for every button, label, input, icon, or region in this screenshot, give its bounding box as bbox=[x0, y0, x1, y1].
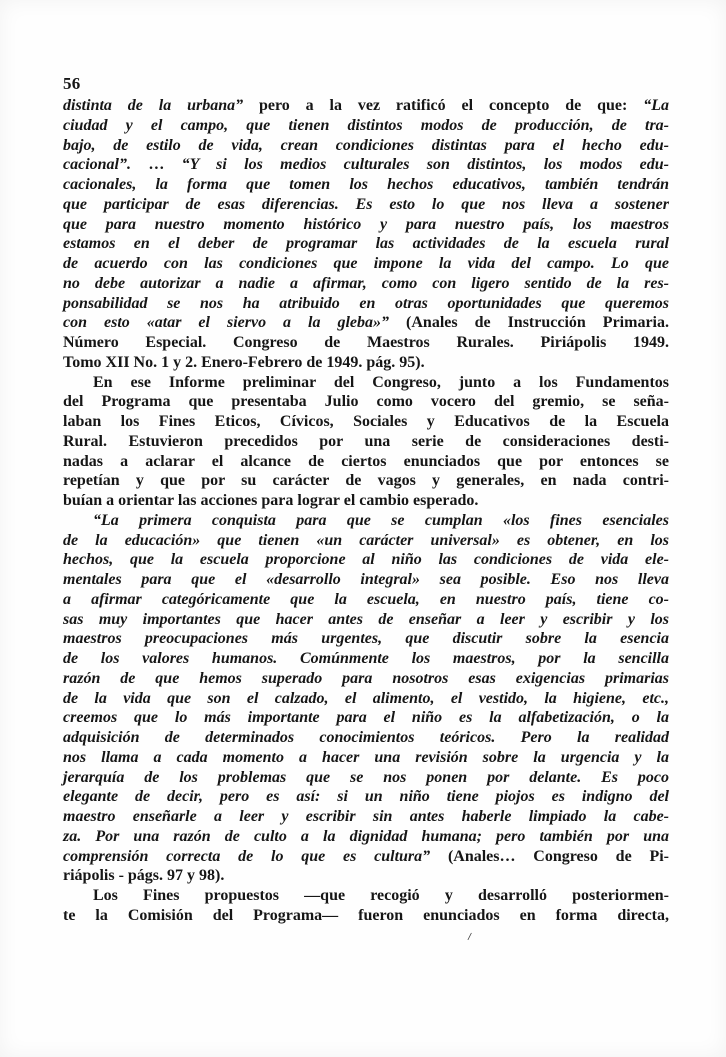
text-line bbox=[63, 906, 669, 926]
text-line bbox=[63, 392, 669, 412]
italic-text-segment: de los valores humanos. Comúnmente los maestros, por la sencilla bbox=[63, 650, 669, 667]
text-line bbox=[63, 866, 669, 886]
roman-text-segment: riápolis - págs. 97 y 98). bbox=[63, 867, 225, 885]
text-line bbox=[63, 452, 669, 472]
italic-text-segment: sas muy importantes que hacer antes de enseñar a leer y escribir y los bbox=[63, 610, 669, 628]
text-line bbox=[63, 215, 669, 235]
roman-text-segment: laban los Fines Eticos, Cívicos, Sociales y Educativos de la Escuela bbox=[63, 413, 669, 430]
text-line bbox=[63, 195, 669, 215]
italic-text-segment: “La bbox=[643, 97, 669, 114]
roman-text-segment: buían a orientar las acciones para lograr el cambio esperado. bbox=[63, 492, 479, 509]
text-line bbox=[63, 728, 669, 748]
text-line bbox=[63, 412, 669, 432]
italic-text-segment: nos llama a cada momento a hacer una revisión sobre la urgencia y la bbox=[63, 748, 669, 766]
text-line bbox=[63, 610, 669, 630]
text-line bbox=[63, 629, 669, 649]
roman-text-segment: Los Fines propuestos —que recogió y desarrolló posteriormen- bbox=[93, 887, 669, 904]
text-line bbox=[63, 274, 669, 294]
roman-text-segment: pero a la vez ratificó el concepto de que: bbox=[258, 97, 644, 114]
roman-text-segment: Rural. Estuvieron precedidos por una serie de consideraciones desti- bbox=[63, 432, 669, 450]
text-line bbox=[63, 373, 669, 393]
text-line bbox=[63, 570, 669, 590]
text-line bbox=[63, 234, 669, 254]
roman-text-segment: repetían y que por su carácter de vagos y generales, en nada contri- bbox=[63, 472, 669, 490]
italic-text-segment: za. Por una razón de culto a la dignidad humana; pero también por una bbox=[63, 827, 669, 845]
italic-text-segment: a afirmar categóricamente que la escuela, en nuestro país, tiene co- bbox=[63, 590, 669, 608]
text-line bbox=[63, 768, 669, 788]
text-line bbox=[63, 689, 669, 709]
italic-text-segment: de acuerdo con las condiciones que impone la vida del campo. Lo que bbox=[63, 255, 669, 272]
italic-text-segment: adquisición de determinados conocimientos teóricos. Pero la realidad bbox=[63, 729, 669, 746]
text-line bbox=[63, 116, 669, 136]
italic-text-segment: hechos, que la escuela proporcione al niño las condiciones de vida ele- bbox=[63, 551, 669, 569]
text-line bbox=[63, 669, 669, 689]
text-line bbox=[63, 511, 669, 531]
text-line bbox=[63, 432, 669, 452]
text-line bbox=[63, 175, 669, 195]
italic-text-segment: razón de que hemos superado para nosotros esas exigencias primarias bbox=[63, 669, 669, 687]
text-line bbox=[63, 787, 669, 807]
text-line bbox=[63, 550, 669, 570]
text-line bbox=[63, 353, 669, 373]
text-line bbox=[63, 313, 669, 333]
text-line bbox=[63, 807, 669, 827]
roman-text-segment: … bbox=[148, 156, 182, 174]
text-line bbox=[63, 886, 669, 906]
italic-text-segment: no debe autorizar a nadie a afirmar, como con ligero sentido de la res- bbox=[63, 274, 669, 292]
roman-text-segment: (Anales… Congreso de Pi- bbox=[447, 847, 670, 865]
italic-text-segment: “La primera conquista para que se cumplan «los fines esenciales bbox=[93, 511, 669, 529]
roman-text-segment: del Programa que presentaba Julio como vocero del gremio, se seña- bbox=[63, 393, 669, 411]
scan-artifact-mark: / bbox=[467, 930, 472, 944]
italic-text-segment: “Y si los medios culturales son distintos, los modos edu- bbox=[181, 156, 670, 174]
italic-text-segment: mentales para que el «desarrollo integral» sea posible. Eso nos lleva bbox=[63, 571, 669, 588]
text-line bbox=[63, 333, 669, 353]
italic-text-segment: jerarquía de los problemas que se nos ponen por delante. Es poco bbox=[63, 768, 669, 786]
italic-text-segment: maestro enseñarle a leer y escribir sin antes haberle limpiado la cabe- bbox=[63, 808, 669, 825]
text-line bbox=[63, 748, 669, 768]
roman-text-segment: Número Especial. Congreso de Maestros Rurales. Piriápolis 1949. bbox=[63, 334, 669, 351]
text-line bbox=[63, 96, 669, 116]
roman-text-segment: te la Comisión del Programa— fueron enunciados en forma directa, bbox=[63, 906, 669, 924]
italic-text-segment: maestros preocupaciones más urgentes, que discutir sobre la esencia bbox=[63, 630, 669, 648]
italic-text-segment: creemos que lo más importante para el niño es la alfabetización, o la bbox=[63, 709, 669, 727]
text-line bbox=[63, 827, 669, 847]
roman-text-segment: En ese Informe preliminar del Congreso, junto a los Fundamentos bbox=[93, 373, 669, 391]
text-line bbox=[63, 531, 669, 551]
italic-text-segment: que participar de esas diferencias. Es esto lo que nos lleva a sostener bbox=[63, 195, 669, 213]
italic-text-segment: bajo, de estilo de vida, crean condiciones distintas para el hecho edu- bbox=[63, 136, 669, 154]
text-line bbox=[63, 294, 669, 314]
italic-text-segment: comprensión correcta de lo que es cultura” bbox=[63, 847, 448, 865]
text-line bbox=[63, 649, 669, 669]
text-line bbox=[63, 254, 669, 274]
text-line bbox=[63, 708, 669, 728]
italic-text-segment: elegante de decir, pero es así: si un niño tiene piojos es indigno del bbox=[63, 788, 669, 806]
text-line bbox=[63, 155, 669, 175]
italic-text-segment: con esto «atar el siervo a la gleba»” bbox=[63, 314, 407, 332]
roman-text-segment: Tomo XII No. 1 y 2. Enero-Febrero de 1949. pág. 95). bbox=[63, 353, 425, 371]
text-line bbox=[63, 471, 669, 491]
roman-text-segment: (Anales de Instrucción Primaria. bbox=[406, 314, 669, 332]
italic-text-segment: ciudad y el campo, que tienen distintos modos de producción, de tra- bbox=[63, 116, 669, 134]
roman-text-segment: nadas a aclarar el alcance de ciertos enunciados que por entonces se bbox=[63, 452, 669, 470]
italic-text-segment: distinta de la urbana” bbox=[63, 97, 259, 114]
text-line bbox=[63, 491, 669, 511]
italic-text-segment: de la vida que son el calzado, el alimento, el vestido, la higiene, etc., bbox=[63, 689, 669, 707]
italic-text-segment: que para nuestro momento histórico y para nuestro país, los maestros bbox=[63, 215, 669, 233]
page-number: 56 bbox=[63, 74, 81, 93]
italic-text-segment: de la educación» que tienen «un carácter universal» es obtener, en los bbox=[63, 531, 669, 549]
body-text bbox=[63, 96, 669, 926]
italic-text-segment: cacional”. bbox=[63, 156, 149, 174]
italic-text-segment: estamos en el deber de programar las actividades de la escuela rural bbox=[63, 235, 669, 253]
text-line bbox=[63, 847, 669, 867]
text-line bbox=[63, 590, 669, 610]
text-line bbox=[63, 136, 669, 156]
italic-text-segment: ponsabilidad se nos ha atribuido en otras oportunidades que queremos bbox=[63, 294, 669, 312]
italic-text-segment: cacionales, la forma que tomen los hechos educativos, también tendrán bbox=[63, 176, 669, 193]
